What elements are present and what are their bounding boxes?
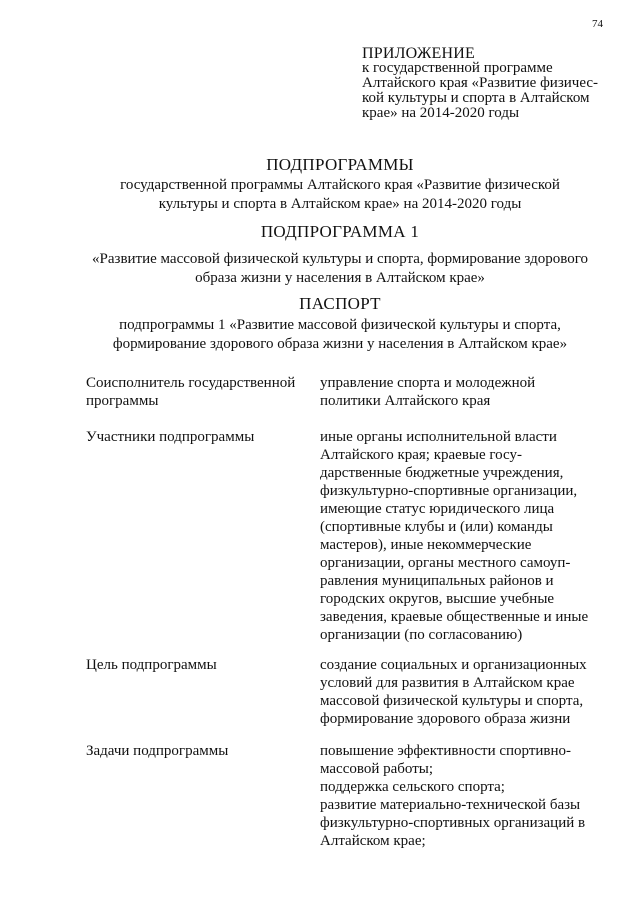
row-value-line: организации (по согласованию): [320, 627, 523, 643]
row-value-line: организации, органы местного самоуп-: [320, 555, 571, 571]
row-value: [320, 374, 602, 410]
row-value-line: массовой работы;: [320, 761, 434, 777]
row-value-line: иные органы исполнительной власти: [320, 429, 557, 445]
row-value-line: имеющие статус юридического лица: [320, 501, 555, 517]
subprogram-1-name: [60, 250, 620, 288]
gov-program-line: государственной программы Алтайского края «Развитие физической: [120, 177, 560, 193]
row-value-line: мастеров), иные некоммерческие: [320, 537, 532, 553]
row-value-line: (спортивные клубы и (или) команды: [320, 519, 553, 535]
row-value-line: Алтайского края; краевые госу-: [320, 447, 522, 463]
appendix-line: Алтайского края «Развитие физичес-: [362, 75, 599, 91]
row-value-line: развитие материально-технической базы: [320, 797, 581, 813]
row-value-line: равления муниципальных районов и: [320, 573, 554, 589]
gov-program-line: культуры и спорта в Алтайском крае» на 2014-2020 годы: [158, 196, 522, 212]
row-label-line: Соисполнитель государственной: [86, 375, 296, 391]
appendix-line: крае» на 2014-2020 годы: [362, 105, 520, 121]
appendix-block: [362, 46, 612, 121]
row-value-line: массовой физической культуры и спорта,: [320, 693, 584, 709]
subprogram-1-name-line: «Развитие массовой физической культуры и спорта, формирование здорового: [92, 251, 588, 267]
row-value-line: Алтайском крае;: [320, 833, 426, 849]
passport-subtitle-line: формирование здорового образа жизни у населения в Алтайском крае»: [112, 336, 568, 352]
row-label: Цель подпрограммы: [86, 657, 217, 673]
row-value-line: заведения, краевые общественные и иные: [320, 609, 589, 625]
row-value-line: физкультурно-спортивные организации,: [320, 483, 578, 499]
subprogram-1-name-line: образа жизни у населения в Алтайском крае»: [195, 270, 485, 286]
row-value: [320, 428, 602, 644]
passport-title: ПАСПОРТ: [299, 294, 381, 313]
row-value-line: повышение эффективности спортивно-: [320, 743, 572, 759]
row-label: Задачи подпрограммы: [86, 743, 229, 759]
passport-subtitle: [60, 316, 620, 354]
row-label: [86, 374, 311, 410]
row-value-line: формирование здорового образа жизни: [320, 711, 571, 727]
subprograms-title: ПОДПРОГРАММЫ: [266, 155, 414, 174]
row-value: [320, 656, 602, 728]
row-value-line: создание социальных и организационных: [320, 657, 587, 673]
gov-program-title: [60, 176, 620, 214]
passport-subtitle-line: подпрограммы 1 «Развитие массовой физической культуры и спорта,: [119, 317, 561, 333]
row-value-line: политики Алтайского края: [320, 393, 491, 409]
row-value-line: поддержка сельского спорта;: [320, 779, 505, 795]
row-value-line: управление спорта и молодежной: [320, 375, 536, 391]
row-value-line: дарственные бюджетные учреждения,: [320, 465, 564, 481]
row-label: Участники подпрограммы: [86, 429, 255, 445]
appendix-heading: ПРИЛОЖЕНИЕ: [362, 45, 476, 62]
row-value-line: условий для развития в Алтайском крае: [320, 675, 575, 691]
page-number: 74: [592, 18, 603, 30]
row-value: [320, 742, 602, 850]
row-value-line: физкультурно-спортивных организаций в: [320, 815, 586, 831]
row-value-line: городских округов, высшие учебные: [320, 591, 555, 607]
row-label-line: программы: [86, 393, 159, 409]
appendix-line: кой культуры и спорта в Алтайском: [362, 90, 590, 106]
subprogram-1-title: ПОДПРОГРАММА 1: [260, 222, 420, 241]
appendix-line: к государственной программе: [362, 60, 553, 76]
